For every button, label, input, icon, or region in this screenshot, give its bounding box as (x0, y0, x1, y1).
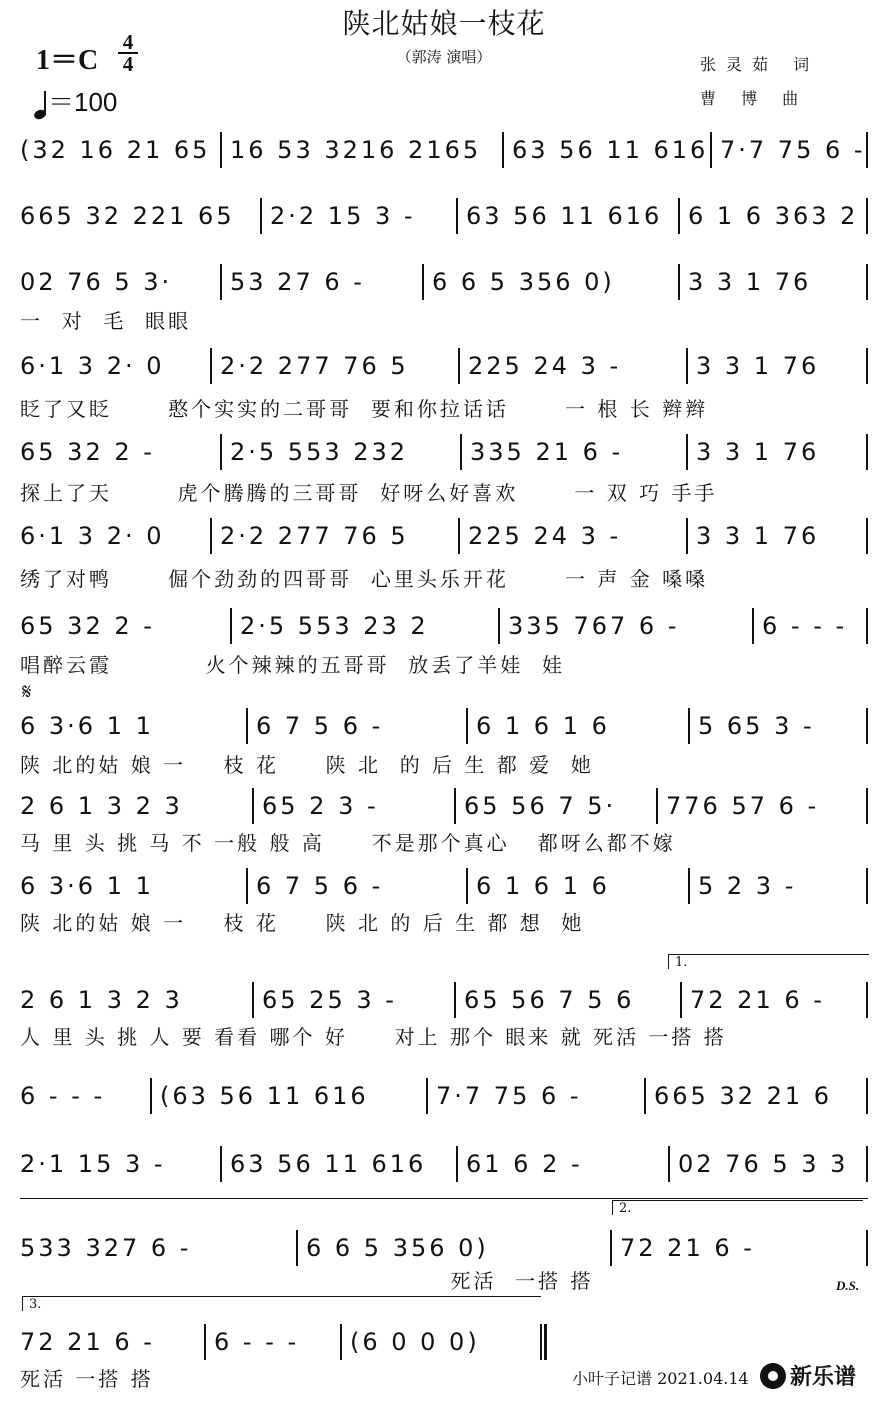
notation-row (20, 1228, 872, 1268)
notation-row (20, 262, 872, 302)
measure: 6 - - - (762, 612, 848, 640)
notation-row (20, 1076, 872, 1116)
bar-line (498, 608, 500, 644)
measure: 6 1 6 363 2 (688, 202, 859, 230)
composer: 曹 博 曲 (700, 89, 809, 108)
measure: 6 1 6 1 6 (476, 872, 610, 900)
notation-row (20, 516, 872, 556)
time-signature-top: 4 (118, 32, 138, 54)
measure: 6·1 3 2· 0 (20, 522, 165, 550)
measure: 6 6 5 356 0) (432, 268, 615, 296)
volta-2 (612, 1200, 863, 1215)
bar-line (220, 434, 222, 470)
measure: 2·1 15 3 - (20, 1150, 166, 1178)
measure: 02 76 5 3· (20, 268, 173, 296)
measure: 72 21 6 - (20, 1328, 155, 1356)
logo (760, 1360, 856, 1391)
measure: 335 767 6 - (508, 612, 680, 640)
bar-line (210, 518, 212, 554)
key-signature: 1＝C (36, 45, 99, 76)
bar-line (252, 788, 254, 824)
bar-line (220, 264, 222, 300)
bar-line (866, 868, 868, 904)
measure: 63 56 11 616 (512, 136, 709, 164)
bar-line (220, 1146, 222, 1182)
segno-sign: 𝄋 (22, 680, 32, 705)
bar-line (466, 708, 468, 744)
bar-line (210, 348, 212, 384)
bar-line (466, 868, 468, 904)
lyric-line: 绣了对鸭 倔个劲劲的四哥哥 心里头乐开花 一 声 金 嗓嗓 (20, 567, 709, 591)
measure: 2·5 553 232 (230, 438, 409, 466)
measure: 65 56 7 5· (464, 792, 617, 820)
lyric-line: 唱醉云霞 火个辣辣的五哥哥 放丢了羊娃 娃 (20, 653, 566, 677)
measure: 6 - - - (20, 1082, 106, 1110)
measure: 72 21 6 - (690, 986, 825, 1014)
singer-credit: （郭涛 演唱） (396, 48, 492, 66)
measure: 3 3 1 76 (696, 522, 820, 550)
measure: 7·7 75 6 - (436, 1082, 582, 1110)
volta-1 (668, 954, 869, 969)
bar-line (230, 608, 232, 644)
bar-line (866, 348, 868, 384)
bar-line (866, 1146, 868, 1182)
bar-line (296, 1230, 298, 1266)
volta-3-label: 3. (29, 1297, 42, 1312)
notation-row (20, 196, 872, 236)
bar-line (540, 1324, 548, 1360)
bar-line (866, 518, 868, 554)
bar-line (460, 434, 462, 470)
bar-line (710, 132, 712, 168)
bar-line (668, 1146, 670, 1182)
notation-row (20, 706, 872, 746)
measure: 6 1 6 1 6 (476, 712, 610, 740)
bar-line (644, 1078, 646, 1114)
bar-line (204, 1324, 206, 1360)
bar-line (454, 788, 456, 824)
bar-line (678, 198, 680, 234)
volta-3 (22, 1296, 541, 1311)
measure: 2·2 277 76 5 (220, 352, 409, 380)
measure: 533 327 6 - (20, 1234, 192, 1262)
bar-line (220, 132, 222, 168)
measure: 3 3 1 76 (696, 438, 820, 466)
measure: 6 6 5 356 0) (306, 1234, 489, 1262)
measure: (32 16 21 65 (20, 136, 211, 164)
measure: 65 25 3 - (262, 986, 397, 1014)
bar-line (866, 264, 868, 300)
measure: 225 24 3 - (468, 522, 622, 550)
bar-line (340, 1324, 342, 1360)
measure: 6·1 3 2· 0 (20, 352, 165, 380)
tempo-value: ＝100 (48, 87, 118, 117)
bar-line (866, 608, 868, 644)
notation-row (20, 980, 872, 1020)
lyric-line: 死活 一搭 搭 (20, 1367, 154, 1391)
dal-segno: D.S. (836, 1278, 860, 1293)
measure: 2·2 15 3 - (270, 202, 416, 230)
measure: 16 53 3216 2165 (230, 136, 482, 164)
measure: 7·7 75 6 - (720, 136, 866, 164)
notation-row (20, 866, 872, 906)
time-signature-bottom: 4 (122, 52, 134, 76)
bar-line (422, 264, 424, 300)
measure: 6 7 5 6 - (256, 712, 384, 740)
bar-line (150, 1078, 152, 1114)
notation-row (20, 786, 872, 826)
lyric-line: 一 对 毛 眼眼 (20, 309, 192, 333)
bar-line (680, 982, 682, 1018)
measure: 225 24 3 - (468, 352, 622, 380)
bar-line (246, 868, 248, 904)
notation-row (20, 346, 872, 386)
measure: (63 56 11 616 (160, 1082, 369, 1110)
measure: 2 6 1 3 2 3 (20, 792, 183, 820)
bar-line (686, 518, 688, 554)
measure: (6 0 0 0) (350, 1328, 480, 1356)
bar-line (688, 708, 690, 744)
notation-row (20, 130, 872, 170)
measure: 65 32 2 - (20, 438, 155, 466)
bar-line (458, 348, 460, 384)
bar-line (688, 868, 690, 904)
bar-line (678, 264, 680, 300)
song-title: 陕北姑娘一枝花 (342, 7, 546, 40)
bar-line (456, 1146, 458, 1182)
measure: 665 32 221 65 (20, 202, 235, 230)
logo-text: 新乐谱 (790, 1365, 857, 1390)
measure: 61 6 2 - (466, 1150, 583, 1178)
measure: 6 7 5 6 - (256, 872, 384, 900)
lyric-line: 眨了又眨 憨个实实的二哥哥 要和你拉话话 一 根 长 辫辫 (20, 397, 709, 421)
measure: 72 21 6 - (620, 1234, 755, 1262)
bar-line (866, 1230, 868, 1266)
measure: 6 3·6 1 1 (20, 712, 154, 740)
bar-line (866, 1078, 868, 1114)
disc-icon (760, 1363, 786, 1389)
bar-line (866, 198, 868, 234)
volta-2-label: 2. (619, 1201, 632, 1216)
bar-line (866, 788, 868, 824)
notation-row (20, 1144, 872, 1184)
bar-line (458, 518, 460, 554)
transcriber-note: 小叶子记谱 2021.04.14 (572, 1369, 749, 1388)
bar-line (252, 982, 254, 1018)
lyric-line: 陕 北的姑 娘 一 枝 花 陕 北 的 后 生 都 想 她 (20, 911, 585, 935)
time-signature (118, 32, 138, 74)
bar-line (260, 198, 262, 234)
bar-line (610, 1230, 612, 1266)
measure: 65 56 7 5 6 (464, 986, 635, 1014)
measure: 65 2 3 - (262, 792, 379, 820)
measure: 5 2 3 - (698, 872, 797, 900)
bar-line (866, 708, 868, 744)
bar-line (866, 132, 868, 168)
lyric-line: 马 里 头 挑 马 不 一般 般 高 不是那个真心 都呀么都不嫁 (20, 831, 676, 855)
measure: 2·5 553 23 2 (240, 612, 429, 640)
bar-line (426, 1078, 428, 1114)
measure: 63 56 11 616 (230, 1150, 427, 1178)
measure: 6 - - - (214, 1328, 300, 1356)
bar-line (454, 982, 456, 1018)
lyric-line: 探上了天 虎个腾腾的三哥哥 好呀么好喜欢 一 双 巧 手手 (20, 481, 718, 505)
notation-row (20, 1322, 872, 1362)
bar-line (656, 788, 658, 824)
lyric-line: 人 里 头 挑 人 要 看看 哪个 好 对上 那个 眼来 就 死活 一搭 搭 (20, 1025, 727, 1049)
lyric-line: 陕 北的姑 娘 一 枝 花 陕 北 的 后 生 都 爱 她 (20, 753, 594, 777)
bar-line (246, 708, 248, 744)
bar-line (866, 434, 868, 470)
bar-line (686, 434, 688, 470)
measure: 665 32 21 6 (654, 1082, 833, 1110)
bar-line (456, 198, 458, 234)
measure: 3 3 1 76 (688, 268, 812, 296)
repeat-line (20, 1198, 868, 1199)
measure: 2 6 1 3 2 3 (20, 986, 183, 1014)
measure: 5 65 3 - (698, 712, 815, 740)
measure: 63 56 11 616 (466, 202, 663, 230)
measure: 02 76 5 3 3 (678, 1150, 849, 1178)
bar-line (752, 608, 754, 644)
quarter-note-icon (34, 93, 48, 119)
measure: 335 21 6 - (470, 438, 624, 466)
bar-line (686, 348, 688, 384)
measure: 2·2 277 76 5 (220, 522, 409, 550)
bar-line (866, 982, 868, 1018)
tempo-marking (34, 82, 117, 119)
measure: 65 32 2 - (20, 612, 155, 640)
notation-row (20, 432, 872, 472)
lyricist: 张灵茹 词 (700, 55, 820, 74)
bar-line (502, 132, 504, 168)
measure: 53 27 6 - (230, 268, 365, 296)
measure: 3 3 1 76 (696, 352, 820, 380)
measure: 6 3·6 1 1 (20, 872, 154, 900)
volta-1-label: 1. (675, 955, 688, 970)
lyric-line: 死活 一搭 搭 (20, 1269, 594, 1293)
measure: 776 57 6 - (666, 792, 820, 820)
notation-row (20, 606, 872, 646)
